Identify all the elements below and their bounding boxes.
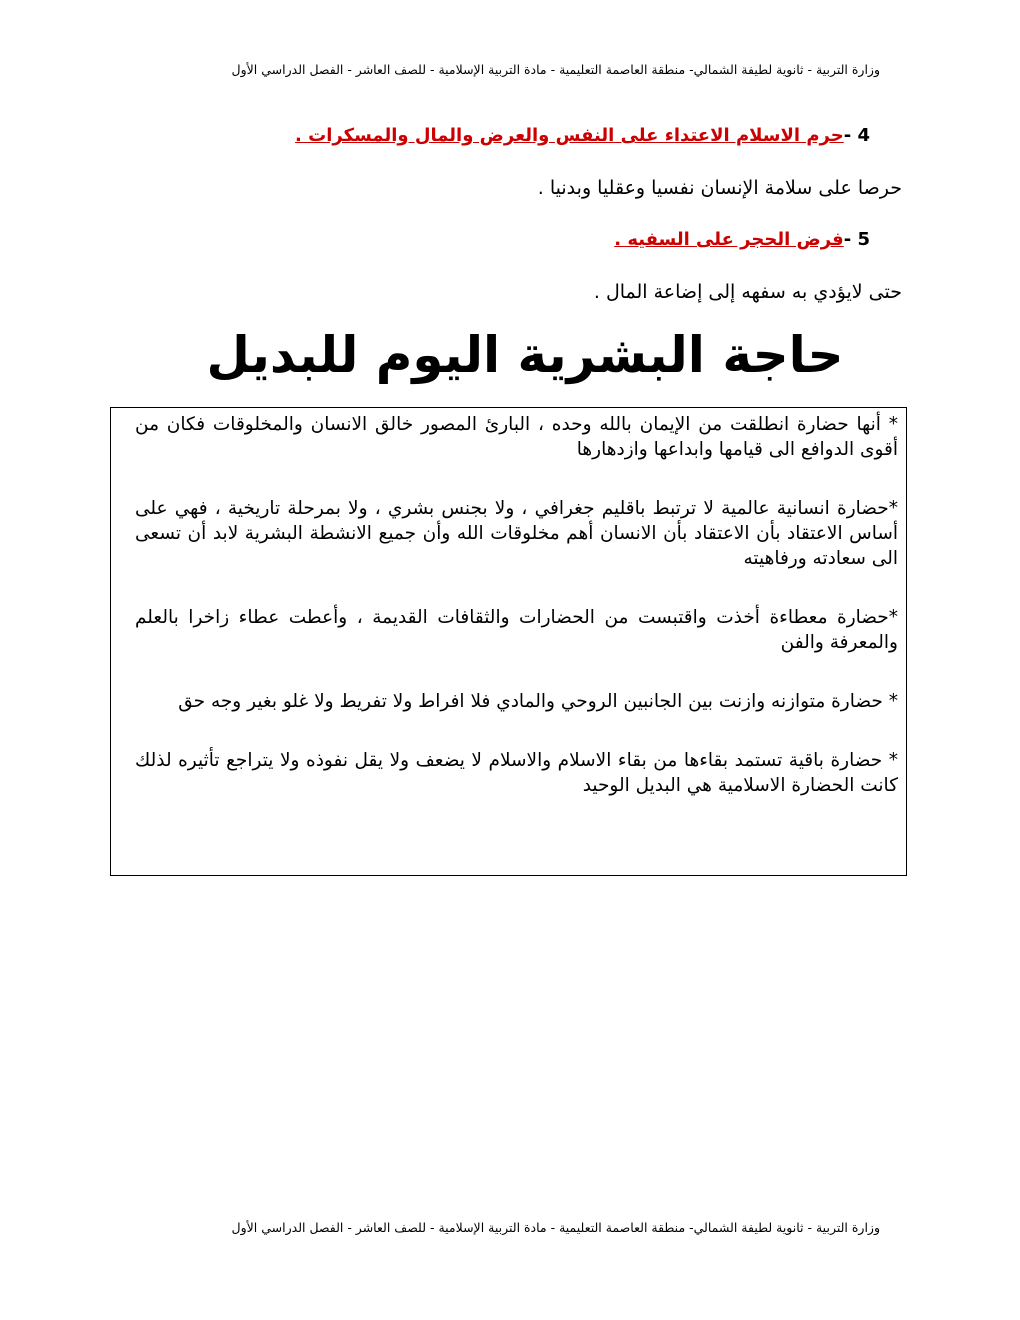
point-4-note: حرصا على سلامة الإنسان نفسيا وعقليا وبدنيا .	[537, 177, 902, 199]
feature-paragraph: * حضارة متوازنه وازنت بين الجانبين الروحي والمادي فلا افراط ولا تفريط ولا غلو بغير وجه حق	[178, 691, 898, 712]
point-5-number: 5 -	[843, 229, 870, 250]
feature-paragraph: * أنها حضارة انطلقت من الإيمان بالله وحده ، البارئ المصور خالق الانسان والمخلوقات فكان من أقوى الدوافع الى قيامها وابداعها وازدهارها	[135, 414, 898, 460]
feature-paragraph: *حضارة معطاءة أخذت واقتبست من الحضارات والثقافات القديمة ، وأعطت عطاء زاخرا بالعلم والمعرفة والفن	[135, 607, 898, 653]
point-5	[270, 228, 870, 252]
page-footer: وزارة التربية - ثانوية لطيفة الشمالي- منطقة العاصمة التعليمية - مادة التربية الإسلامية - للصف العاشر - الفصل الدراسي الأول	[231, 1220, 880, 1235]
point-4-text: حرم الاسلام الاعتداء على النفس والعرض والمال والمسكرات .	[295, 125, 844, 146]
feature-paragraph: * حضارة باقية تستمد بقاءها من بقاء الاسلام والاسلام لا يضعف ولا يقل نفوذه ولا يتراجع تأثيره لذلك كانت الحضارة الاسلامية هي البديل الوحيد	[135, 750, 898, 796]
civilization-features-box	[110, 407, 907, 876]
page-title: حاجة البشرية اليوم للبديل	[206, 326, 844, 384]
point-4-number: 4 -	[843, 125, 870, 146]
feature-paragraph: *حضارة انسانية عالمية لا ترتبط باقليم جغرافي ، ولا بجنس بشري ، ولا بمرحلة تاريخية ، فهي على أساس الاعتقاد بأن الاعتقاد بأن الانسان أهم مخلوقات الله وأن جميع الانشطة البشرية لابد أن تسعى الى سعادته ورفاهيته	[135, 498, 898, 569]
point-4	[270, 124, 870, 148]
point-5-note: حتى لايؤدي به سفهه إلى إضاعة المال .	[593, 281, 902, 303]
page-header: وزارة التربية - ثانوية لطيفة الشمالي- منطقة العاصمة التعليمية - مادة التربية الإسلامية - للصف العاشر - الفصل الدراسي الأول	[231, 62, 880, 77]
point-5-text: فرض الحجر على السفيه .	[614, 229, 844, 250]
